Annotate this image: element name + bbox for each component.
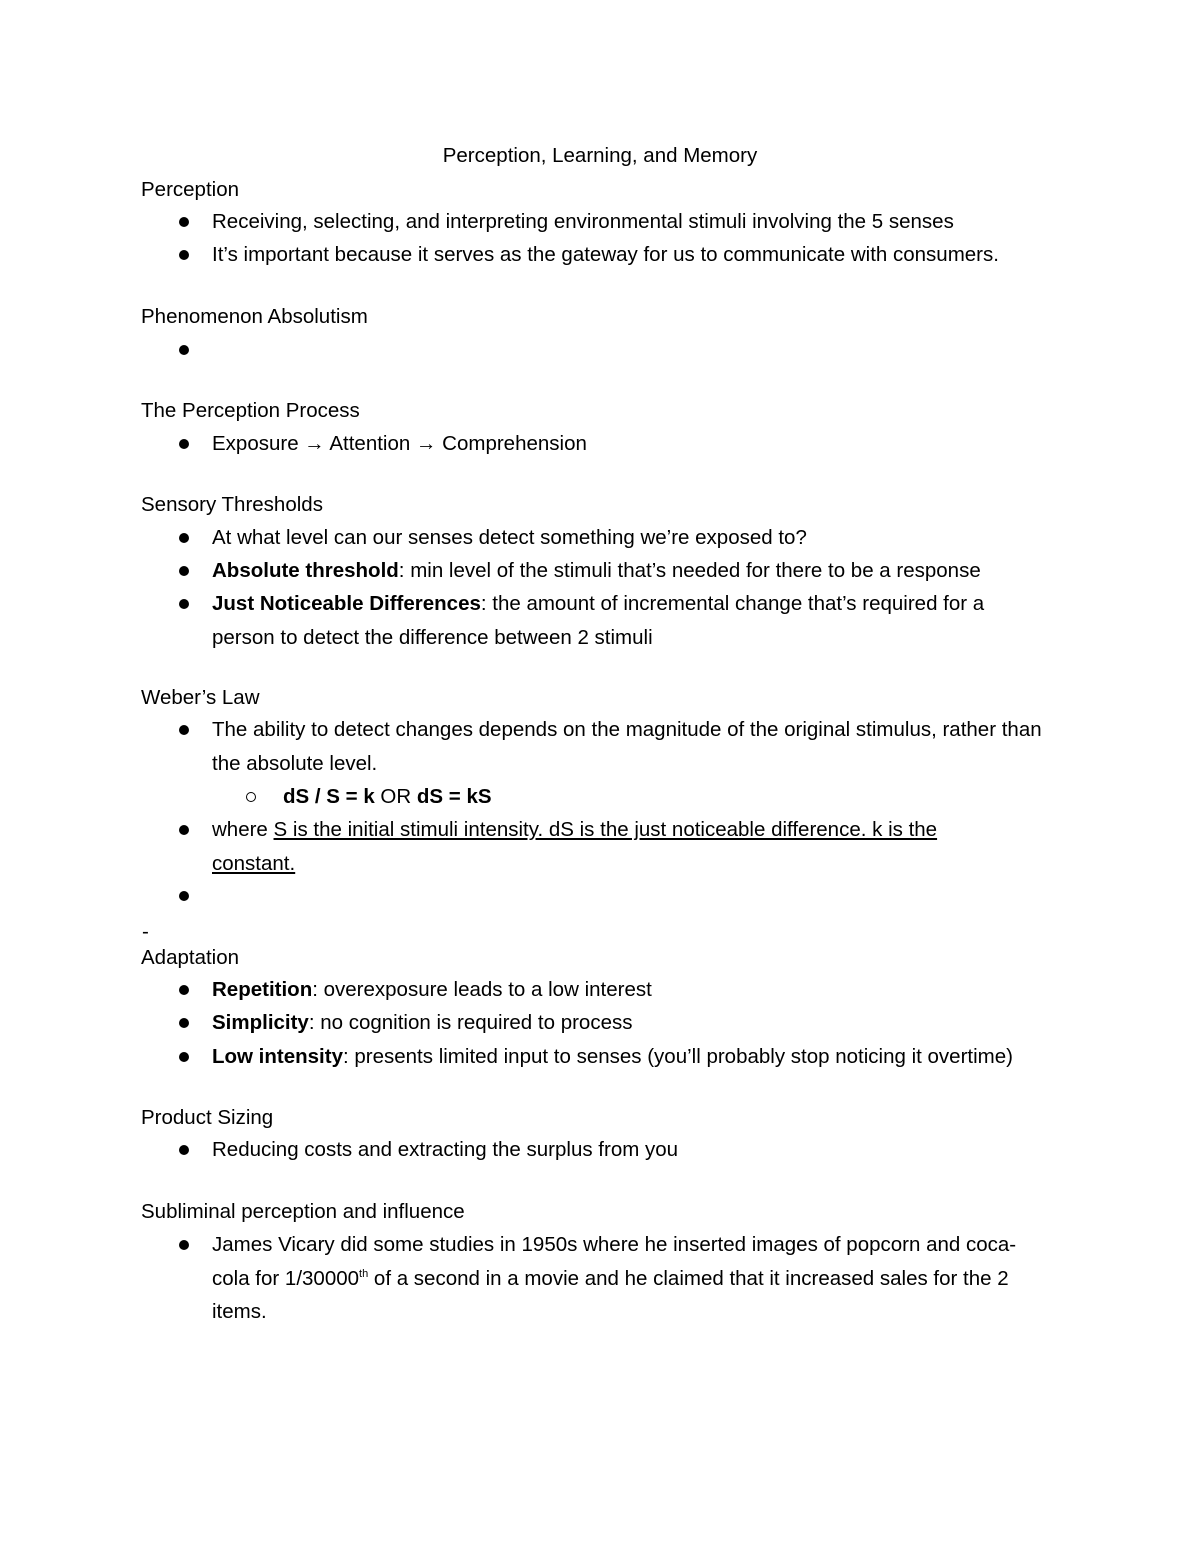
- heading-phenomenon-absolutism: Phenomenon Absolutism: [141, 305, 368, 328]
- heading-webers-law: Weber’s Law: [141, 686, 260, 709]
- definition: : presents limited input to senses (you’ll probably stop noticing it overtime): [342, 1045, 1013, 1068]
- underlined-definition: S is the initial stimuli intensity. dS is the just noticeable difference. k is the constant.: [212, 818, 938, 875]
- formula-or: OR: [374, 785, 417, 808]
- list-item: At what level can our senses detect something we’re exposed to?: [212, 521, 1072, 555]
- definition: : min level of the stimuli that’s needed for there to be a response: [398, 559, 981, 582]
- ordinal-superscript: th: [359, 1267, 369, 1280]
- subliminal-text-b: of a second in a movie and he claimed that it increased sales for the 2 items.: [212, 1266, 1009, 1323]
- stray-dash: -: [142, 920, 149, 943]
- list-item: [212, 554, 1072, 588]
- subliminal-text-a: James Vicary did some studies in 1950s where he inserted images of popcorn and coca-cola for 1/30000: [212, 1233, 1017, 1290]
- empty-list-item: [212, 333, 1072, 366]
- term-jnd: Just Noticeable Differences: [212, 592, 481, 615]
- where-prefix: where: [212, 818, 274, 841]
- formula-item: [283, 784, 492, 810]
- formula-product: dS = kS: [416, 785, 492, 808]
- term-low-intensity: Low intensity: [212, 1045, 343, 1068]
- list-item: It’s important because it serves as the gateway for us to communicate with consumers.: [212, 238, 1072, 272]
- term-absolute-threshold: Absolute threshold: [212, 559, 399, 582]
- list-item: [212, 973, 1072, 1007]
- list-item: [212, 587, 1022, 654]
- list-item: The ability to detect changes depends on the magnitude of the original stimulus, rather than the absolute level.: [212, 713, 1052, 780]
- list-item: Reducing costs and extracting the surplus from you: [212, 1133, 1072, 1167]
- heading-sensory-thresholds: Sensory Thresholds: [141, 493, 323, 516]
- definition: : no cognition is required to process: [308, 1011, 633, 1034]
- definition: : overexposure leads to a low interest: [312, 978, 652, 1001]
- term-simplicity: Simplicity: [212, 1011, 309, 1034]
- list-item: [212, 1228, 1052, 1329]
- empty-list-item: [212, 879, 1072, 912]
- list-item: [212, 1006, 1072, 1040]
- definition: : the amount of incremental change that’s required for a person to detect the difference between 2 stimuli: [212, 592, 985, 649]
- heading-product-sizing: Product Sizing: [141, 1106, 274, 1129]
- list-item: [212, 1040, 1112, 1074]
- heading-subliminal-perception: Subliminal perception and influence: [141, 1200, 465, 1223]
- list-item: Receiving, selecting, and interpreting environmental stimuli involving the 5 senses: [212, 205, 1072, 239]
- formula-ratio: dS / S = k: [283, 785, 375, 808]
- page-title: Perception, Learning, and Memory: [442, 144, 758, 167]
- list-item: [212, 813, 1002, 880]
- term-repetition: Repetition: [212, 978, 313, 1001]
- heading-adaptation: Adaptation: [141, 946, 240, 969]
- heading-perception-process: The Perception Process: [141, 399, 360, 422]
- list-item: Exposure → Attention → Comprehension: [212, 427, 1072, 461]
- heading-perception: Perception: [141, 178, 240, 201]
